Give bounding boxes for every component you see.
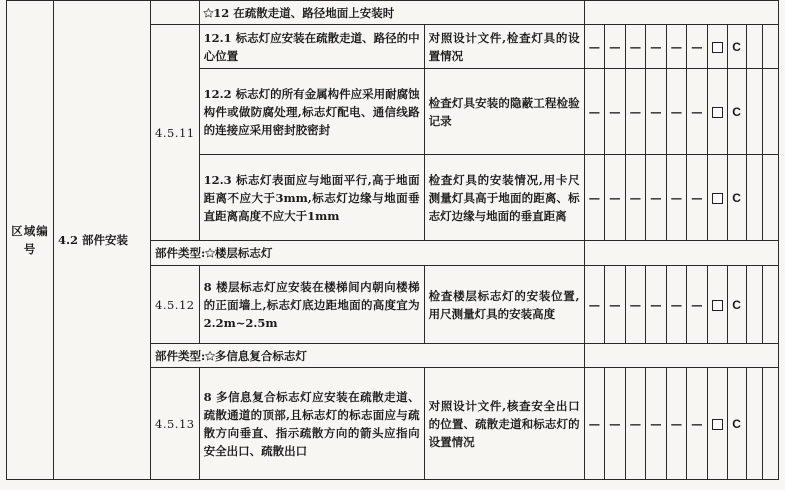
dash-cell: — bbox=[605, 69, 626, 155]
inspection-method: 对照设计文件,检查灯具的设置情况 bbox=[424, 25, 584, 69]
inspection-method: 检查楼层标志灯的安装位置,用尺测量灯具的安装高度 bbox=[424, 266, 584, 344]
dash-cell: — bbox=[605, 25, 626, 69]
requirement-text: 12.1 标志灯应安装在疏散走道、路径的中心位置 bbox=[199, 25, 424, 69]
empty-cell bbox=[746, 266, 762, 344]
component-type-heading: 部件类型:✩楼层标志灯 bbox=[151, 241, 585, 266]
heading-blank-cells bbox=[584, 1, 778, 25]
heading-blank-cells bbox=[584, 241, 778, 266]
inspection-table bbox=[6, 0, 779, 480]
requirement-text: 12.3 标志灯表面应与地面平行,高于地面距离不应大于3mm,标志灯边缘与地面垂直距离高度不应大于1mm bbox=[199, 155, 424, 241]
checkbox[interactable] bbox=[712, 419, 723, 430]
checkbox-cell bbox=[707, 69, 727, 155]
checkbox-cell bbox=[707, 155, 727, 241]
empty-cell bbox=[746, 69, 762, 155]
dash-cell: — bbox=[625, 69, 646, 155]
region-number-cell bbox=[7, 1, 54, 480]
dash-cell: — bbox=[666, 155, 687, 241]
section-label: 4.2 部件安装 bbox=[58, 233, 129, 247]
dash-cell: — bbox=[625, 155, 646, 241]
empty-cell bbox=[762, 266, 778, 344]
dash-cell: — bbox=[646, 368, 667, 480]
dash-cell: — bbox=[584, 69, 605, 155]
requirement-text: 12.2 标志灯的所有金属构件应采用耐腐蚀构件或做防腐处理,标志灯配电、通信线路的连接应采用密封胶密封 bbox=[199, 69, 424, 155]
requirement-text: 8 多信息复合标志灯应安装在疏散走道、疏散通道的顶部,且标志灯的标志面应与疏散方向垂直、指示疏散方向的箭头应指向安全出口、疏散出口 bbox=[199, 368, 424, 480]
dash-cell: — bbox=[605, 266, 626, 344]
clause-number: 4.5.12 bbox=[151, 266, 200, 344]
dash-cell: — bbox=[687, 368, 708, 480]
dash-cell: — bbox=[646, 155, 667, 241]
checkbox[interactable] bbox=[712, 300, 723, 311]
dash-cell: — bbox=[687, 25, 708, 69]
dash-cell: — bbox=[687, 69, 708, 155]
checkbox-cell bbox=[707, 368, 727, 480]
dash-cell: — bbox=[646, 25, 667, 69]
dash-cell: — bbox=[687, 266, 708, 344]
grade-cell: C bbox=[727, 25, 746, 69]
section-cell bbox=[54, 1, 151, 480]
dash-cell: — bbox=[584, 25, 605, 69]
dash-cell: — bbox=[584, 368, 605, 480]
empty-cell bbox=[762, 69, 778, 155]
dash-cell: — bbox=[605, 155, 626, 241]
component-type-heading: 部件类型:✩多信息复合标志灯 bbox=[151, 344, 585, 368]
empty-cell bbox=[762, 368, 778, 480]
checkbox-cell bbox=[707, 266, 727, 344]
dash-cell: — bbox=[646, 69, 667, 155]
heading-blank-cells bbox=[584, 344, 778, 368]
dash-cell: — bbox=[666, 69, 687, 155]
dash-cell: — bbox=[605, 368, 626, 480]
inspection-method: 检查灯具安装的隐蔽工程检验记录 bbox=[424, 69, 584, 155]
inspection-method: 对照设计文件,核查安全出口的位置、疏散走道和标志灯的设置情况 bbox=[424, 368, 584, 480]
empty-cell bbox=[746, 25, 762, 69]
inspection-method: 检查灯具的安装情况,用卡尺测量灯具高于地面的距离、标志灯边缘与地面的垂直距离 bbox=[424, 155, 584, 241]
dash-cell: — bbox=[666, 266, 687, 344]
grade-cell: C bbox=[727, 266, 746, 344]
clause-number: 4.5.11 bbox=[151, 25, 200, 241]
grade-cell: C bbox=[727, 155, 746, 241]
grade-cell: C bbox=[727, 368, 746, 480]
dash-cell: — bbox=[625, 266, 646, 344]
dash-cell: — bbox=[584, 155, 605, 241]
dash-cell: — bbox=[666, 368, 687, 480]
checkbox[interactable] bbox=[712, 107, 723, 118]
clause-number: 4.5.13 bbox=[151, 368, 200, 480]
checkbox[interactable] bbox=[712, 42, 723, 53]
dash-cell: — bbox=[687, 155, 708, 241]
clause-cell-empty bbox=[151, 1, 200, 25]
dash-cell: — bbox=[584, 266, 605, 344]
empty-cell bbox=[746, 155, 762, 241]
requirement-text: 8 楼层标志灯应安装在楼梯间内朝向楼梯的正面墙上,标志灯底边距地面的高度宜为2.2m~2.5m bbox=[199, 266, 424, 344]
table-row bbox=[7, 1, 779, 25]
region-number-label: 区域编号 bbox=[11, 224, 49, 256]
grade-cell: C bbox=[727, 69, 746, 155]
dash-cell: — bbox=[666, 25, 687, 69]
empty-cell bbox=[762, 25, 778, 69]
empty-cell bbox=[746, 368, 762, 480]
dash-cell: — bbox=[646, 266, 667, 344]
checkbox-cell bbox=[707, 25, 727, 69]
subsection-heading: ✩12 在疏散走道、路径地面上安装时 bbox=[199, 1, 584, 25]
dash-cell: — bbox=[625, 25, 646, 69]
empty-cell bbox=[762, 155, 778, 241]
dash-cell: — bbox=[625, 368, 646, 480]
checkbox[interactable] bbox=[712, 193, 723, 204]
